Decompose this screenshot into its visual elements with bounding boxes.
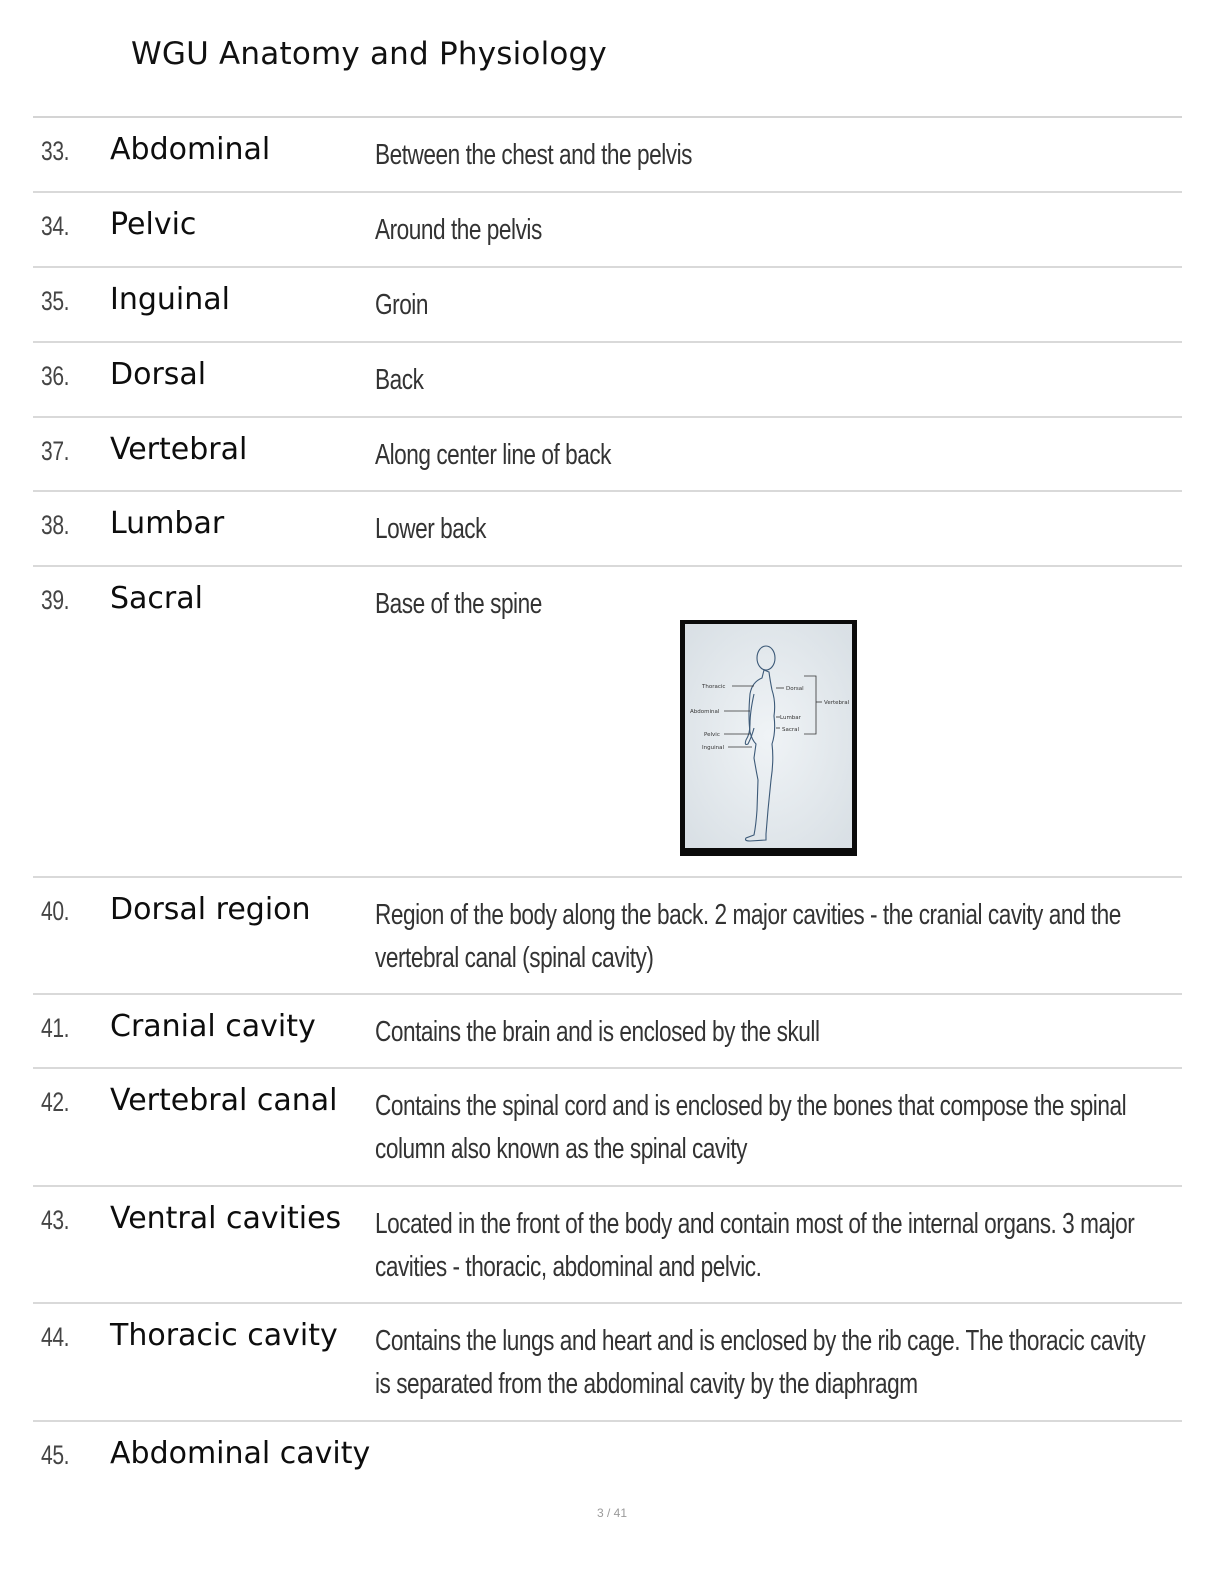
flashcard-38 — [33, 492, 1182, 567]
card-term: Abdominal — [110, 132, 271, 167]
label-lumbar: Lumbar — [780, 715, 801, 721]
label-dorsal: Dorsal — [786, 686, 804, 692]
card-definition: Along center line of back — [375, 439, 612, 471]
flashcard-39 — [33, 567, 1182, 878]
card-definition: Base of the spine — [375, 588, 542, 620]
card-number: 42. — [41, 1087, 70, 1117]
card-term: Vertebral canal — [110, 1083, 338, 1118]
card-number: 38. — [41, 510, 70, 540]
card-definition: Groin — [375, 289, 428, 321]
flashcard-44 — [33, 1304, 1182, 1422]
label-abdominal: Abdominal — [690, 709, 720, 715]
card-number: 45. — [41, 1440, 70, 1470]
flashcard-41 — [33, 995, 1182, 1069]
card-term: Dorsal — [110, 357, 207, 392]
card-definition: Lower back — [375, 513, 487, 545]
card-number: 40. — [41, 896, 70, 926]
card-term: Inguinal — [110, 282, 230, 317]
card-definition: Back — [375, 364, 424, 396]
body-regions-figure — [680, 620, 857, 856]
card-term: Ventral cavities — [110, 1201, 342, 1236]
card-term: Cranial cavity — [110, 1009, 316, 1044]
card-term: Dorsal region — [110, 892, 311, 927]
card-number: 41. — [41, 1013, 70, 1043]
card-definition: Region of the body along the back. 2 major cavities - the cranial cavity and the vertebral canal (spinal cavity) — [375, 899, 1121, 974]
card-number: 39. — [41, 585, 70, 615]
flashcard-43 — [33, 1187, 1182, 1304]
flashcard-42 — [33, 1069, 1182, 1187]
card-term: Abdominal cavity — [110, 1436, 371, 1471]
document-title: WGU Anatomy and Physiology — [131, 36, 607, 72]
label-sacral: Sacral — [782, 727, 800, 733]
flashcard-list — [33, 116, 1182, 1497]
card-definition: Contains the brain and is enclosed by the skull — [375, 1016, 820, 1048]
card-term: Thoracic cavity — [110, 1318, 338, 1353]
card-definition: Located in the front of the body and contain most of the internal organs. 3 major cavities - thoracic, abdominal and pelvic. — [375, 1208, 1135, 1283]
flashcard-34 — [33, 193, 1182, 268]
card-number: 43. — [41, 1205, 70, 1235]
card-number: 33. — [41, 136, 70, 166]
card-number: 35. — [41, 286, 70, 316]
page-number: 3 / 41 — [596, 1506, 628, 1520]
card-term: Vertebral — [110, 432, 248, 467]
card-number: 34. — [41, 211, 70, 241]
card-definition: Between the chest and the pelvis — [375, 139, 693, 171]
flashcard-33 — [33, 118, 1182, 193]
card-definition: Contains the lungs and heart and is enclosed by the rib cage. The thoracic cavity is separated from the abdominal cavity by the diaphragm — [375, 1325, 1146, 1400]
flashcard-35 — [33, 268, 1182, 343]
flashcard-45 — [33, 1422, 1182, 1497]
card-definition: Around the pelvis — [375, 214, 542, 246]
card-number: 36. — [41, 361, 70, 391]
flashcard-37 — [33, 418, 1182, 492]
label-vertebral: Vertebral — [824, 700, 850, 706]
card-term: Lumbar — [110, 506, 225, 541]
label-inguinal: Inguinal — [702, 745, 724, 751]
flashcard-36 — [33, 343, 1182, 418]
card-definition: Contains the spinal cord and is enclosed by the bones that compose the spinal column also known as the spinal cavity — [375, 1090, 1127, 1165]
card-term: Pelvic — [110, 207, 197, 242]
card-term: Sacral — [110, 581, 203, 616]
label-pelvic: Pelvic — [704, 732, 720, 738]
card-number: 37. — [41, 436, 70, 466]
flashcard-40 — [33, 878, 1182, 995]
card-number: 44. — [41, 1322, 70, 1352]
label-thoracic: Thoracic — [702, 684, 726, 690]
